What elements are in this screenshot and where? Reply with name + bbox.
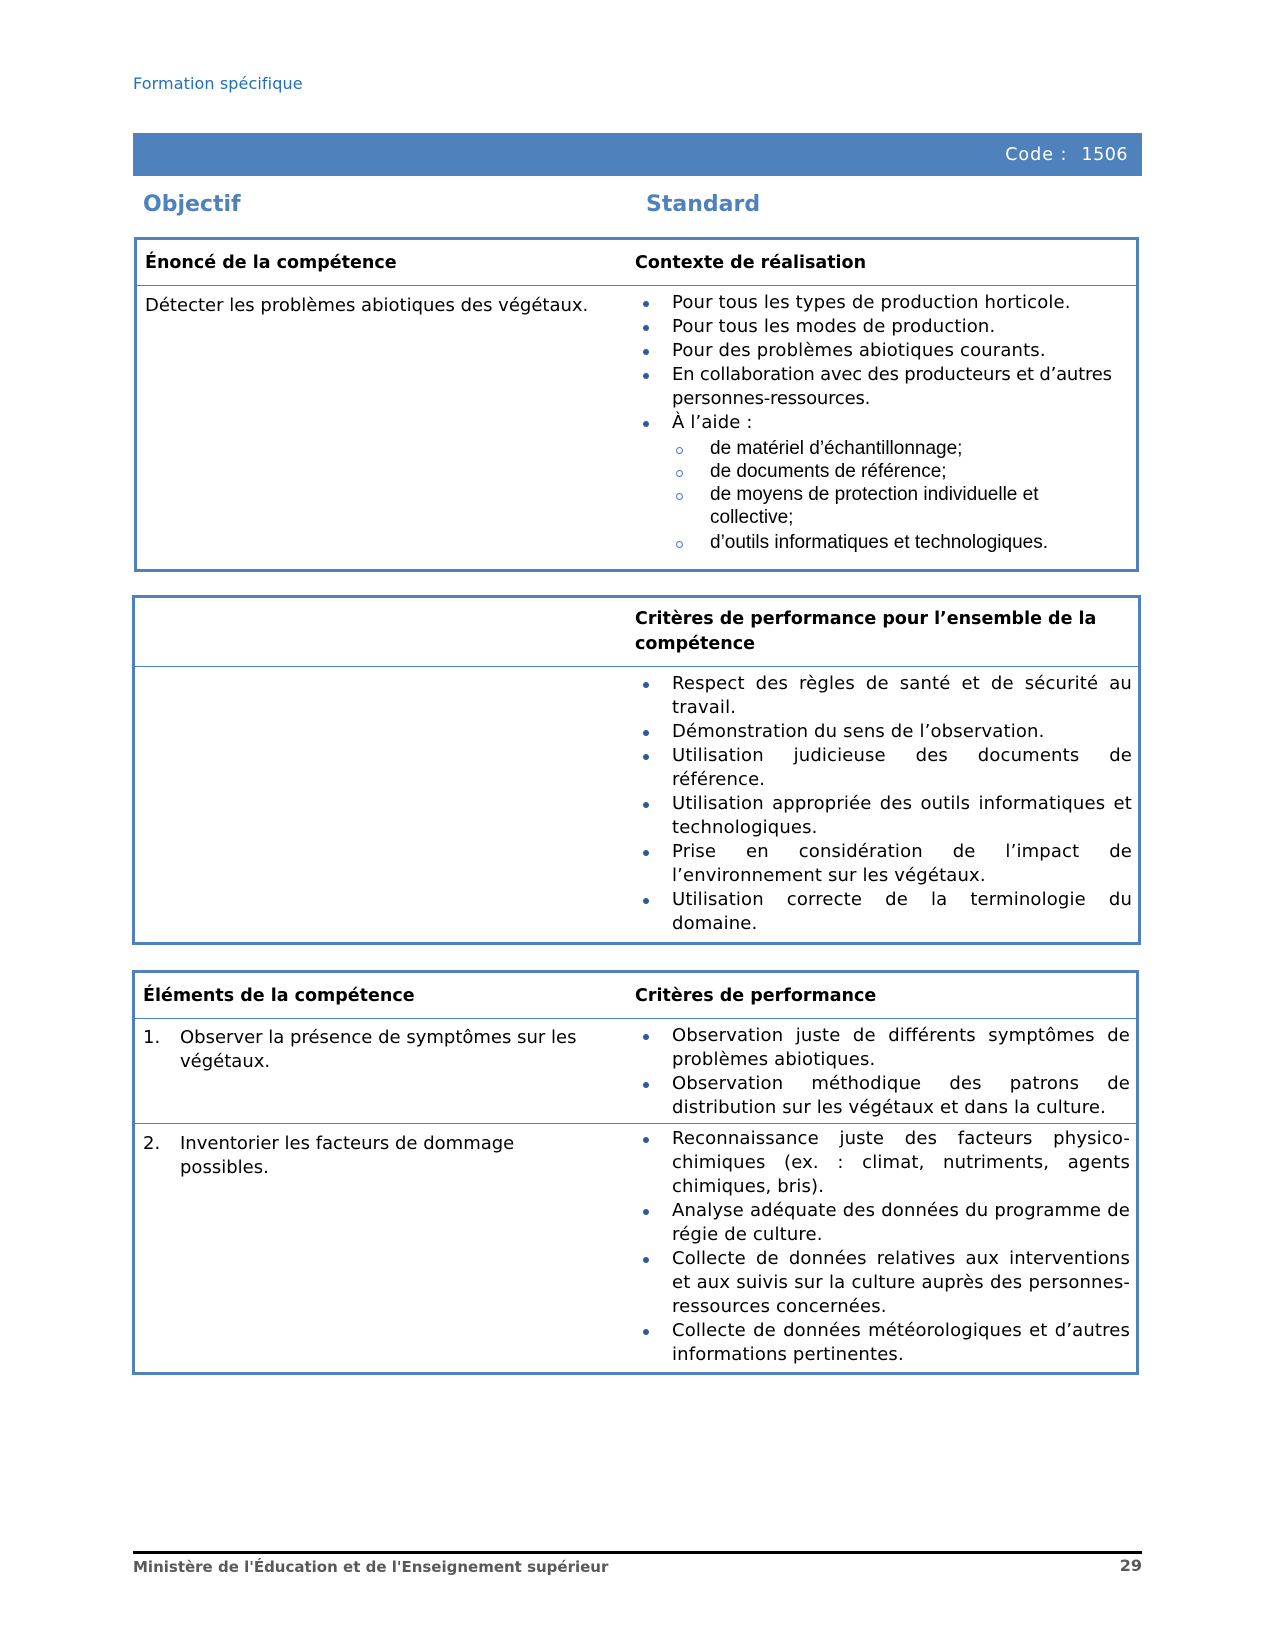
- element-text: Observer la présence de symptômes sur les végétaux.: [180, 1027, 577, 1072]
- elements-header: Éléments de la compétence: [143, 985, 415, 1006]
- element-list: [143, 1026, 627, 1074]
- element-list: [143, 1132, 627, 1180]
- list-item: Collecte de données relatives aux interventions et aux suivis sur la culture auprès des personnes-ressources concernées.: [635, 1247, 1130, 1319]
- ensemble-criteres-list: [635, 672, 1132, 936]
- element-criteres-cell: [627, 1019, 1136, 1123]
- sub-list-item: de matériel d’échantillonnage;: [635, 437, 1130, 460]
- code-bar: [133, 133, 1142, 176]
- table-row: [135, 1018, 1136, 1123]
- enonce-text: Détecter les problèmes abiotiques des végétaux.: [145, 295, 589, 316]
- list-item: Utilisation appropriée des outils informatiques et technologiques.: [635, 792, 1132, 840]
- list-item: Respect des règles de santé et de sécurité au travail.: [635, 672, 1132, 720]
- ensemble-left-cell: [135, 667, 627, 942]
- table-elements: [132, 970, 1139, 1375]
- sub-list-item: d’outils informatiques et technologiques.: [635, 531, 1130, 554]
- contexte-cell: [627, 286, 1136, 569]
- ensemble-right-header: Critères de performance pour l’ensemble de la compétence: [635, 609, 1097, 654]
- list-item: Analyse adéquate des données du programme de régie de culture.: [635, 1199, 1130, 1247]
- footer-publisher: Ministère de l'Éducation et de l'Enseignement supérieur: [133, 1558, 609, 1576]
- list-item: À l’aide :: [635, 411, 1130, 435]
- code-label: Code :: [1005, 144, 1068, 165]
- list-item: Pour tous les modes de production.: [635, 315, 1130, 339]
- list-item: Prise en considération de l’impact de l’environnement sur les végétaux.: [635, 840, 1132, 888]
- element-item: [143, 1026, 627, 1074]
- sub-list-item: de moyens de protection individuelle et collective;: [635, 483, 1130, 529]
- element-cell: [135, 1019, 627, 1123]
- code-value: 1506: [1081, 144, 1128, 165]
- criteres-header: Critères de performance: [635, 985, 877, 1006]
- element-item: [143, 1132, 627, 1180]
- element-criteres-cell: [627, 1124, 1136, 1371]
- section-standard: Standard: [646, 192, 761, 217]
- contexte-header: Contexte de réalisation: [635, 252, 867, 273]
- list-item: Reconnaissance juste des facteurs physico-chimiques (ex. : climat, nutriments, agents chimiques, bris).: [635, 1127, 1130, 1199]
- page-number: 29: [1119, 1556, 1142, 1575]
- list-item: Pour des problèmes abiotiques courants.: [635, 339, 1130, 363]
- element-criteres-list: [635, 1127, 1130, 1367]
- list-item: En collaboration avec des producteurs et d’autres personnes-ressources.: [635, 363, 1130, 411]
- list-item: Démonstration du sens de l’observation.: [635, 720, 1132, 744]
- sub-list-item: de documents de référence;: [635, 460, 1130, 483]
- enonce-header: Énoncé de la compétence: [145, 252, 397, 273]
- list-item: Utilisation correcte de la terminologie du domaine.: [635, 888, 1132, 936]
- running-title: Formation spécifique: [133, 74, 303, 93]
- list-item: Utilisation judicieuse des documents de référence.: [635, 744, 1132, 792]
- element-number: 2.: [143, 1133, 161, 1154]
- table-row: [135, 1123, 1136, 1371]
- element-number: 1.: [143, 1027, 161, 1048]
- table-enonce: [134, 237, 1139, 572]
- element-text: Inventorier les facteurs de dommage possibles.: [180, 1133, 515, 1178]
- list-item: Collecte de données météorologiques et d’autres informations pertinentes.: [635, 1319, 1130, 1367]
- aide-sublist: [635, 437, 1130, 554]
- ensemble-criteres-cell: [627, 667, 1138, 942]
- section-objectif: Objectif: [143, 192, 241, 217]
- table-criteres-ensemble: [132, 595, 1141, 945]
- footer-divider: [133, 1551, 1142, 1554]
- list-item: Observation juste de différents symptômes de problèmes abiotiques.: [635, 1024, 1130, 1072]
- contexte-list: [635, 291, 1130, 435]
- list-item: Observation méthodique des patrons de distribution sur les végétaux et dans la culture.: [635, 1072, 1130, 1120]
- list-item: Pour tous les types de production horticole.: [635, 291, 1130, 315]
- element-cell: [135, 1124, 627, 1371]
- element-criteres-list: [635, 1024, 1130, 1120]
